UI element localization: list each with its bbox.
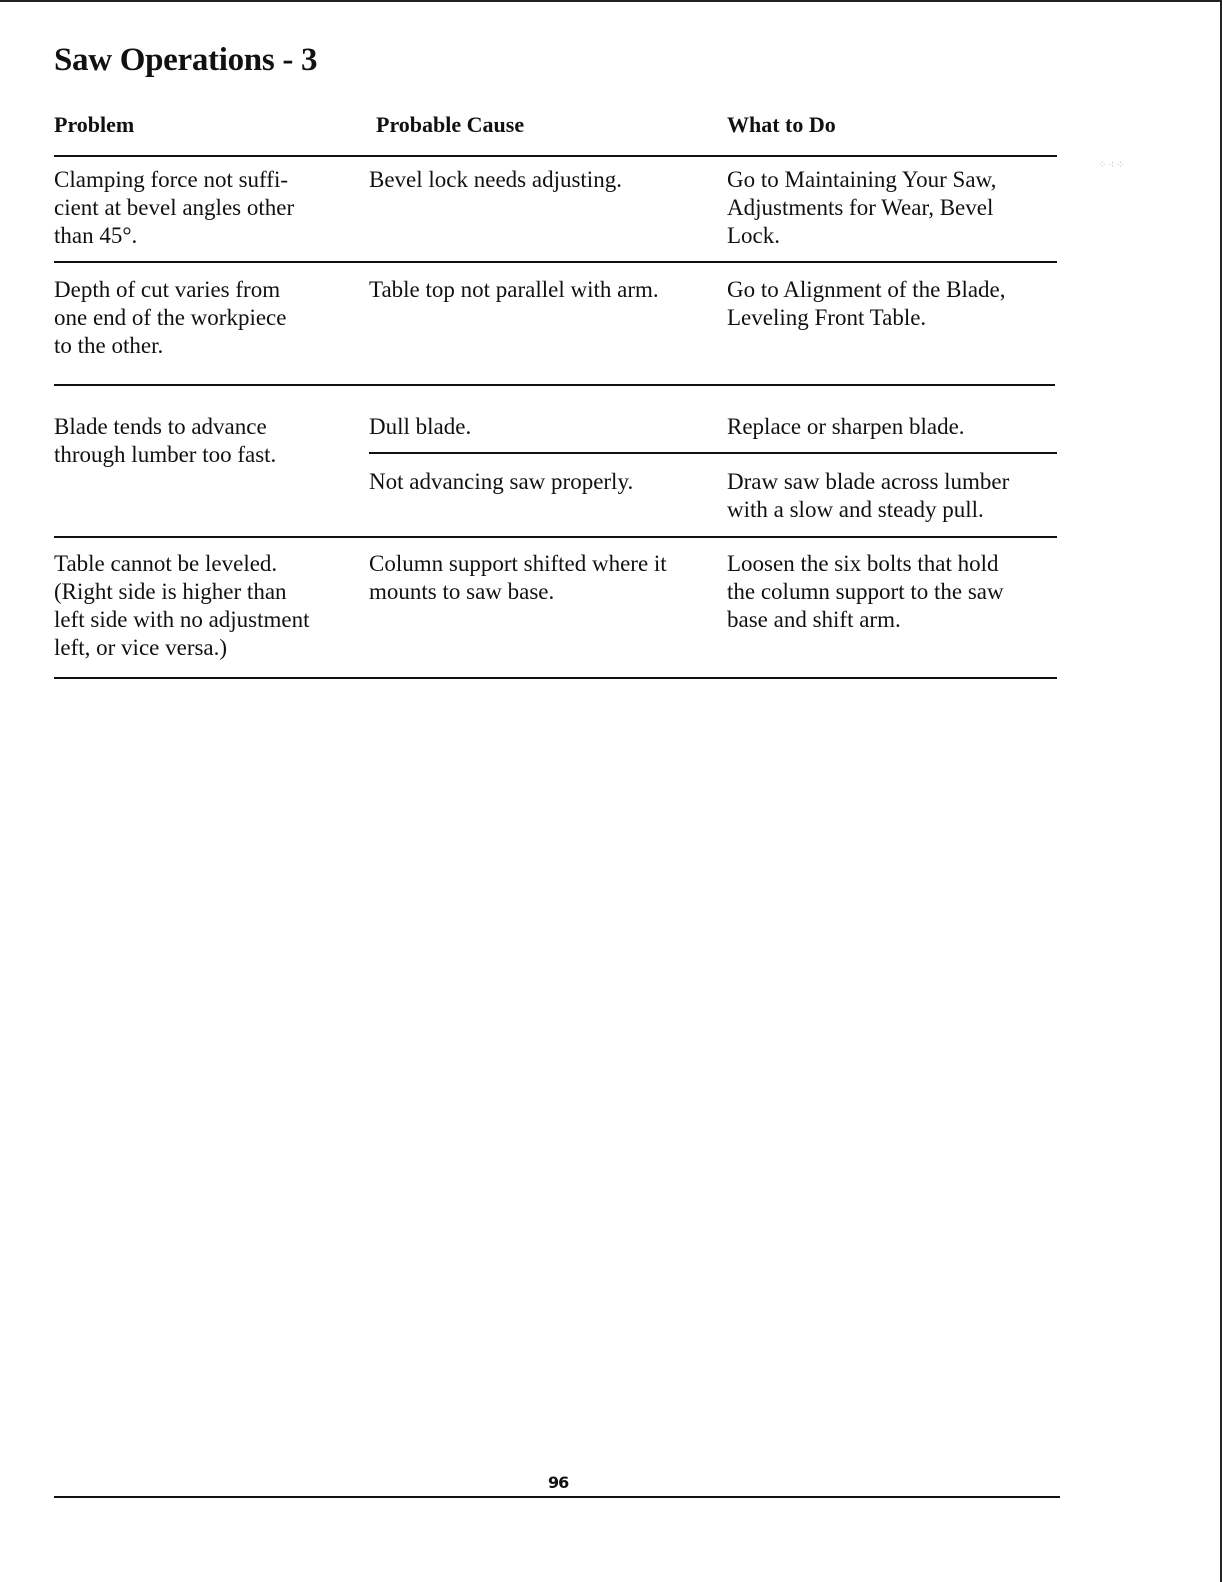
row-divider xyxy=(54,536,1057,538)
cell-line: one end of the workpiece xyxy=(54,305,287,330)
cell-line: cient at bevel angles other xyxy=(54,195,295,220)
cell-line: Leveling Front Table. xyxy=(727,305,927,330)
cell-line: the column support to the saw xyxy=(727,579,1004,604)
cell-line: Bevel lock needs adjusting. xyxy=(369,167,622,192)
cell-line: Replace or sharpen blade. xyxy=(727,414,965,439)
table-bottom-rule xyxy=(54,677,1057,679)
table-cell-cause xyxy=(369,550,667,606)
table-cell-cause xyxy=(369,413,471,441)
cell-line: Loosen the six bolts that hold xyxy=(727,551,999,576)
footer-rule xyxy=(54,1496,1060,1498)
cell-line: with a slow and steady pull. xyxy=(727,497,984,522)
page-edge-top xyxy=(0,0,1222,2)
scan-speck: ⁘⁖⁘ xyxy=(1098,160,1127,171)
cell-line: Draw saw blade across lumber xyxy=(727,469,1010,494)
sub-row-divider xyxy=(369,452,1057,454)
row-divider xyxy=(54,384,1055,386)
cell-line: to the other. xyxy=(54,333,164,358)
page-number: 96 xyxy=(548,1473,569,1492)
cell-line: left side with no adjustment xyxy=(54,607,310,632)
cell-line: Blade tends to advance xyxy=(54,414,267,439)
column-header-what-to-do: What to Do xyxy=(727,112,836,137)
table-cell-cause xyxy=(369,276,659,304)
cell-line: Depth of cut varies from xyxy=(54,277,281,302)
cell-line: than 45°. xyxy=(54,223,138,248)
table-cell-cause xyxy=(369,166,622,194)
cell-line: base and shift arm. xyxy=(727,607,901,632)
cell-line: Table top not parallel with arm. xyxy=(369,277,659,302)
row-divider xyxy=(54,261,1057,263)
table-cell-action xyxy=(727,413,965,441)
table-cell-problem xyxy=(54,413,276,469)
cell-line: Go to Alignment of the Blade, xyxy=(727,277,1006,302)
table-cell-problem xyxy=(54,550,310,662)
cell-line: Lock. xyxy=(727,223,781,248)
cell-line: Not advancing saw properly. xyxy=(369,469,634,494)
table-cell-action xyxy=(727,276,1006,332)
table-cell-problem xyxy=(54,276,286,360)
cell-line: Go to Maintaining Your Saw, xyxy=(727,167,997,192)
cell-line: mounts to saw base. xyxy=(369,579,555,604)
cell-line: Adjustments for Wear, Bevel xyxy=(727,195,994,220)
page-title: Saw Operations - 3 xyxy=(54,42,318,78)
cell-line: (Right side is higher than xyxy=(54,579,287,604)
cell-line: Clamping force not suffi- xyxy=(54,167,288,192)
header-rule xyxy=(54,155,1057,157)
cell-line: left, or vice versa.) xyxy=(54,635,228,660)
table-cell-cause xyxy=(369,468,633,496)
cell-line: Column support shifted where it xyxy=(369,551,667,576)
table-cell-action xyxy=(727,468,1009,524)
column-header-problem: Problem xyxy=(54,112,135,137)
cell-line: Dull blade. xyxy=(369,414,472,439)
table-cell-action xyxy=(727,166,996,250)
column-header-probable-cause: Probable Cause xyxy=(376,112,525,137)
table-cell-problem xyxy=(54,166,294,250)
table-cell-action xyxy=(727,550,1004,634)
cell-line: Table cannot be leveled. xyxy=(54,551,278,576)
cell-line: through lumber too fast. xyxy=(54,442,277,467)
